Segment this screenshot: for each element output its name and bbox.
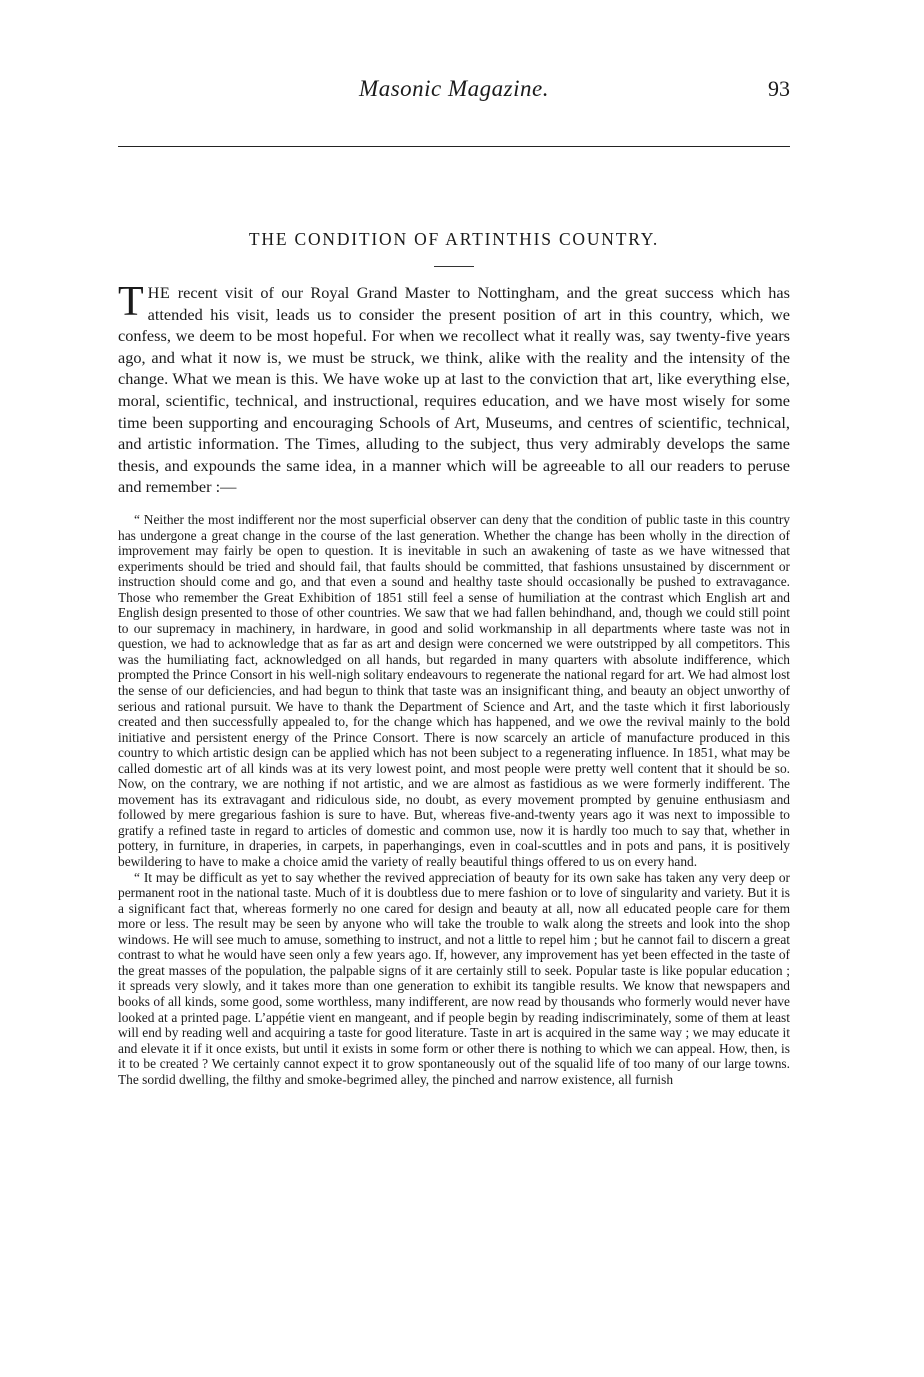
quote-paragraph-2: “ It may be difficult as yet to say whether the revived appreciation of beauty for its own sake has taken any very deep or permanent root in the national taste. Much of it is doubtless due to mere fashion or to love of singularity and variety. But it is a significant fact that, whereas formerly no one cared for design and beauty at all, now all educated people care for them more or less. The result may be seen by anyone who will take the trouble to walk along the streets and look into the shop windows. He will see much to amuse, something to instruct, and not a little to repel him ; but he cannot fail to discern a great contrast to what he would have seen only a few years ago. If, however, any improvement has yet been effected in the taste of the great masses of the population, the palpable signs of it are certainly still to seek. Popular taste is like popular education ; it spreads very slowly, and it takes more than one generation to exhibit its tangible results. We know that newspapers and books of all kinds, some good, some worthless, many indifferent, are now read by thousands who formerly would never have looked at a printed page. L’appétie vient en mangeant, and if people begin by reading indiscriminately, some of them at least will end by reading well and acquiring a taste for good literature. Taste in art is acquired in the same way ; we may educate it and elevate it if it once exists, but until it exists in some form or other there is nothing to which we can appeal. How, then, is it to be created ? We certainly cannot expect it to grow spontaneously out of the squalid life of too many of our large towns. The sordid dwelling, the filthy and smoke-begrimed alley, the pinched and narrow existence, all furnish (118, 869, 790, 1087)
intro-text: recent visit of our Royal Grand Master to Nottingham, and the great success which has attended his visit, leads us to consider the present position of art in this country, which, we confess, we deem to be most hopeful. For when we recollect what it really was, say twenty-five years ago, and what it now is, we must be struck, we think, alike with the reality and the intensity of the change. What we mean is this. We have woke up at last to the conviction that art, like everything else, moral, scientific, technical, and instructional, requires education, and we have most wisely for some time been supporting and encouraging Schools of Art, Museums, and centres of scientific, technical, and artistic information. The Times, alluding to the subject, thus very admirably develops the same thesis, and expounds the same idea, in a manner which will be agreeable to all our readers to peruse and remember :— (118, 283, 790, 497)
intro-paragraph (118, 279, 790, 498)
header-rule (118, 146, 790, 147)
running-head (118, 76, 790, 106)
running-title: Masonic Magazine. (359, 76, 549, 101)
first-word-rest: HE (147, 283, 171, 302)
title-divider (434, 266, 474, 267)
quote-paragraph-1: “ Neither the most indifferent nor the most superficial observer can deny that the condition of public taste in this country has undergone a great change in the course of the last generation. Whether the change has been wholly in the direction of improvement may fairly be open to question. It is inevitable in such an awakening of taste as we have witnessed that experiments should be tried and should fail, that faults should be committed, that fashions unsustained by discernment or instruction should come and go, and that even a sound and healthy taste should occasionally be pushed to extravagance. Those who remember the Great Exhibition of 1851 still feel a sense of humiliation at the contrast which English art and English design presented to those of other countries. We saw that we had fallen behindhand, and, though we could still point to our supremacy in machinery, in hardware, in good and solid workmanship in all departments where taste was not in question, we had to acknowledge that as far as art and design were concerned we were outstripped by all competitors. This was the humiliating fact, acknowledged on all hands, but regarded in many quarters with absolute indifference, which prompted the Prince Consort in his well-nigh solitary endeavours to regenerate the national regard for art. We had almost lost the sense of our deficiencies, and had begun to think that taste was an insignificant thing, and beauty an object unworthy of serious and rational pursuit. We have to thank the Department of Science and Art, and the taste which it first laboriously created and then successfully appealed to, for the change which has happened, and we owe the revival mainly to the bold initiative and persistent energy of the Prince Consort. There is now scarcely an article of manufacture produced in this country to which artistic design can be applied which has not been subject to a regenerating influence. In 1851, what may be called domestic art of all kinds was at its very lowest point, and most people were pretty well content that it should be so. Now, on the contrary, we are nothing if not artistic, and we are almost as fastidious as we were formerly indifferent. The movement has its extravagant and ridiculous side, no doubt, as every movement prompted by genuine enthusiasm and followed by mere gregarious fashion is sure to have. But, whereas five-and-twenty years ago it was next to impossible to gratify a refined taste in regard to articles of domestic and common use, now it is hardly too much to say that, whether in pottery, in furniture, in draperies, in carpets, in paperhangings, even in coal-scuttles and in pots and pans, it is positively bewildering to have to make a choice amid the variety of really beautiful things offered to us on every hand. (118, 512, 790, 870)
drop-cap: T (118, 279, 144, 325)
article-title: THE CONDITION OF ARTINTHIS COUNTRY. (248, 229, 660, 249)
magazine-page (118, 0, 790, 1377)
quoted-passage (118, 512, 790, 1087)
page-number: 93 (768, 76, 790, 101)
